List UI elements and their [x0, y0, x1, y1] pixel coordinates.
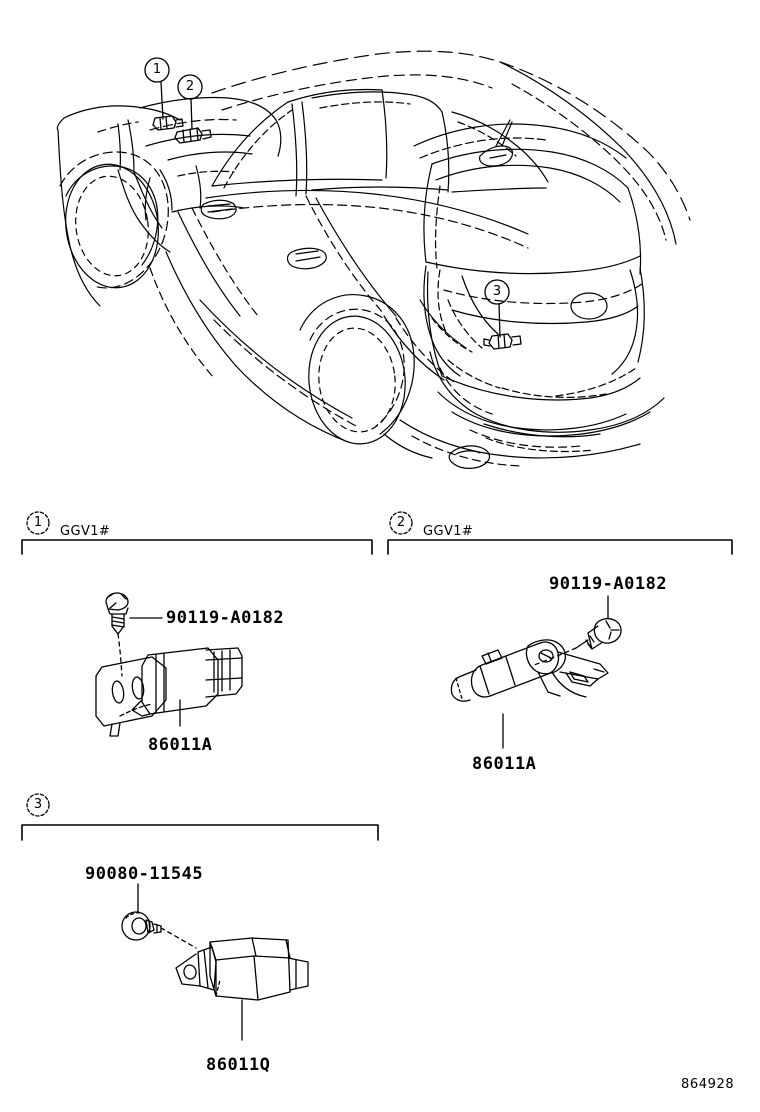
vehicle-callout-label-3: 3 — [492, 284, 502, 299]
section-1-group-code: GGV1# — [60, 524, 111, 539]
section-1-sensor-label: 86011A — [148, 735, 213, 755]
section-3-bolt-graphic — [122, 912, 196, 948]
section-2-marker-label: 2 — [396, 515, 406, 530]
section-2-bracket — [388, 540, 732, 554]
section-2-group-code: GGV1# — [423, 524, 474, 539]
vehicle-callout-label-2: 2 — [185, 79, 195, 94]
section-3-marker-label: 3 — [33, 797, 43, 812]
section-1-bolt-label: 90119-A0182 — [166, 608, 285, 628]
section-3-sensor-label: 86011Q — [206, 1055, 271, 1075]
section-2-bolt-label: 90119-A0182 — [549, 574, 668, 594]
section-3-bracket — [22, 825, 378, 840]
section-1-marker-label: 1 — [33, 515, 43, 530]
section-1-sensor-graphic — [96, 648, 242, 736]
section-2-sensor-label: 86011A — [472, 754, 537, 774]
section-3-bolt-label: 90080-11545 — [85, 864, 204, 884]
section-1-bracket — [22, 540, 372, 554]
diagram-number: 864928 — [681, 1077, 735, 1092]
section-2-sensor-graphic — [451, 640, 608, 701]
vehicle-callout-label-1: 1 — [152, 62, 162, 77]
